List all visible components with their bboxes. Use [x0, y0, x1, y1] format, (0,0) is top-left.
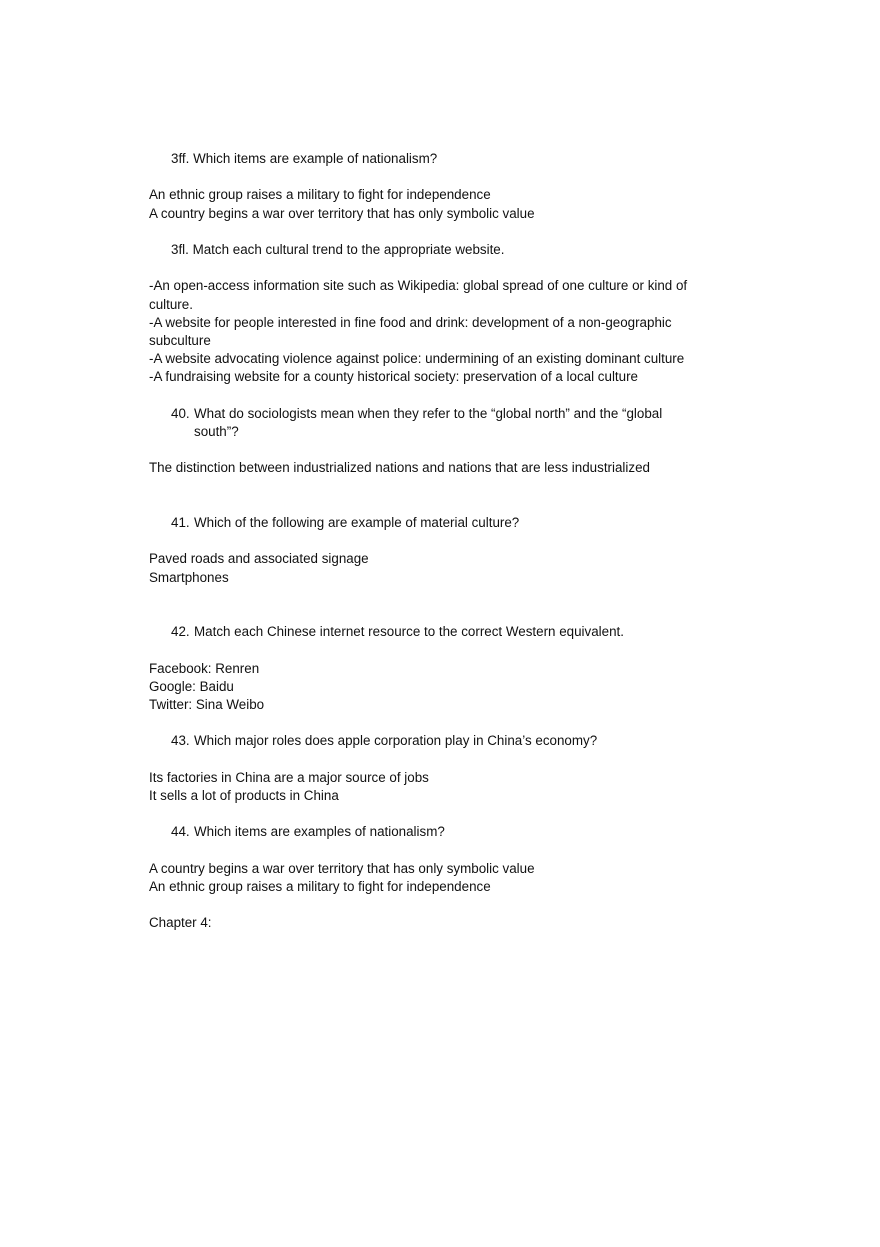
answer-item: A country begins a war over territory that has only symbolic value	[149, 860, 535, 876]
answer-list	[149, 660, 709, 715]
answer-list	[149, 186, 709, 222]
question-prompt	[149, 623, 709, 641]
question-text: Which of the following are example of material culture?	[194, 514, 520, 530]
question-text: 3ff. Which items are example of nationalism?	[171, 151, 438, 166]
question-number: 41.	[171, 514, 190, 530]
answer-list	[149, 769, 709, 805]
answer-item: The distinction between industrialized nations and nations that are less industrialized	[149, 460, 650, 476]
answer-item: A country begins a war over territory that has only symbolic value	[149, 205, 535, 221]
spacer	[149, 751, 709, 769]
answer-list	[149, 860, 709, 896]
question-prompt	[149, 732, 709, 750]
answer-item: Paved roads and associated signage	[149, 551, 369, 567]
spacer	[149, 641, 709, 659]
answer-item: Smartphones	[149, 569, 229, 585]
question-text: Which items are examples of nationalism?	[194, 824, 445, 840]
answer-list	[149, 459, 709, 477]
question-prompt	[149, 150, 709, 168]
spacer	[149, 259, 709, 277]
answer-list	[149, 277, 709, 386]
question-text: Match each Chinese internet resource to the correct Western equivalent.	[194, 624, 624, 640]
question-prompt	[149, 514, 709, 532]
spacer	[149, 805, 709, 823]
spacer	[149, 223, 709, 241]
answer-item: Twitter: Sina Weibo	[149, 696, 265, 712]
answer-item: Facebook: Renren	[149, 660, 260, 676]
question-text: Which major roles does apple corporation play in China’s economy?	[194, 733, 598, 749]
spacer	[149, 896, 709, 914]
question-text: What do sociologists mean when they refer to the “global north” and the “global south”?	[194, 405, 663, 439]
question-prompt	[149, 241, 709, 259]
answer-item: -An open-access information site such as Wikipedia: global spread of one culture or kind of culture.	[149, 278, 688, 312]
question-number: 44.	[171, 824, 190, 840]
spacer	[149, 478, 709, 514]
answer-item: An ethnic group raises a military to fight for independence	[149, 878, 491, 894]
question-prompt	[149, 405, 709, 441]
answer-item: An ethnic group raises a military to fight for independence	[149, 187, 491, 203]
question-number: 40.	[171, 405, 190, 421]
spacer	[149, 842, 709, 860]
question-number: 43.	[171, 733, 190, 749]
answer-list	[149, 550, 709, 586]
chapter-heading: Chapter 4:	[149, 915, 212, 931]
spacer	[149, 387, 709, 405]
answer-item: It sells a lot of products in China	[149, 787, 339, 803]
answer-item: -A fundraising website for a county historical society: preservation of a local culture	[149, 369, 638, 385]
answer-item: -A website for people interested in fine food and drink: development of a non-geographic subculture	[149, 314, 672, 348]
spacer	[149, 714, 709, 732]
answer-item: -A website advocating violence against police: undermining of an existing dominant culture	[149, 351, 685, 367]
document-page	[149, 150, 709, 933]
spacer	[149, 168, 709, 186]
question-prompt	[149, 823, 709, 841]
spacer	[149, 441, 709, 459]
question-text: 3fl. Match each cultural trend to the appropriate website.	[171, 241, 505, 257]
answer-item: Its factories in China are a major source of jobs	[149, 769, 429, 785]
answer-item: Google: Baidu	[149, 678, 234, 694]
spacer	[149, 532, 709, 550]
question-number: 42.	[171, 624, 190, 640]
spacer	[149, 587, 709, 623]
